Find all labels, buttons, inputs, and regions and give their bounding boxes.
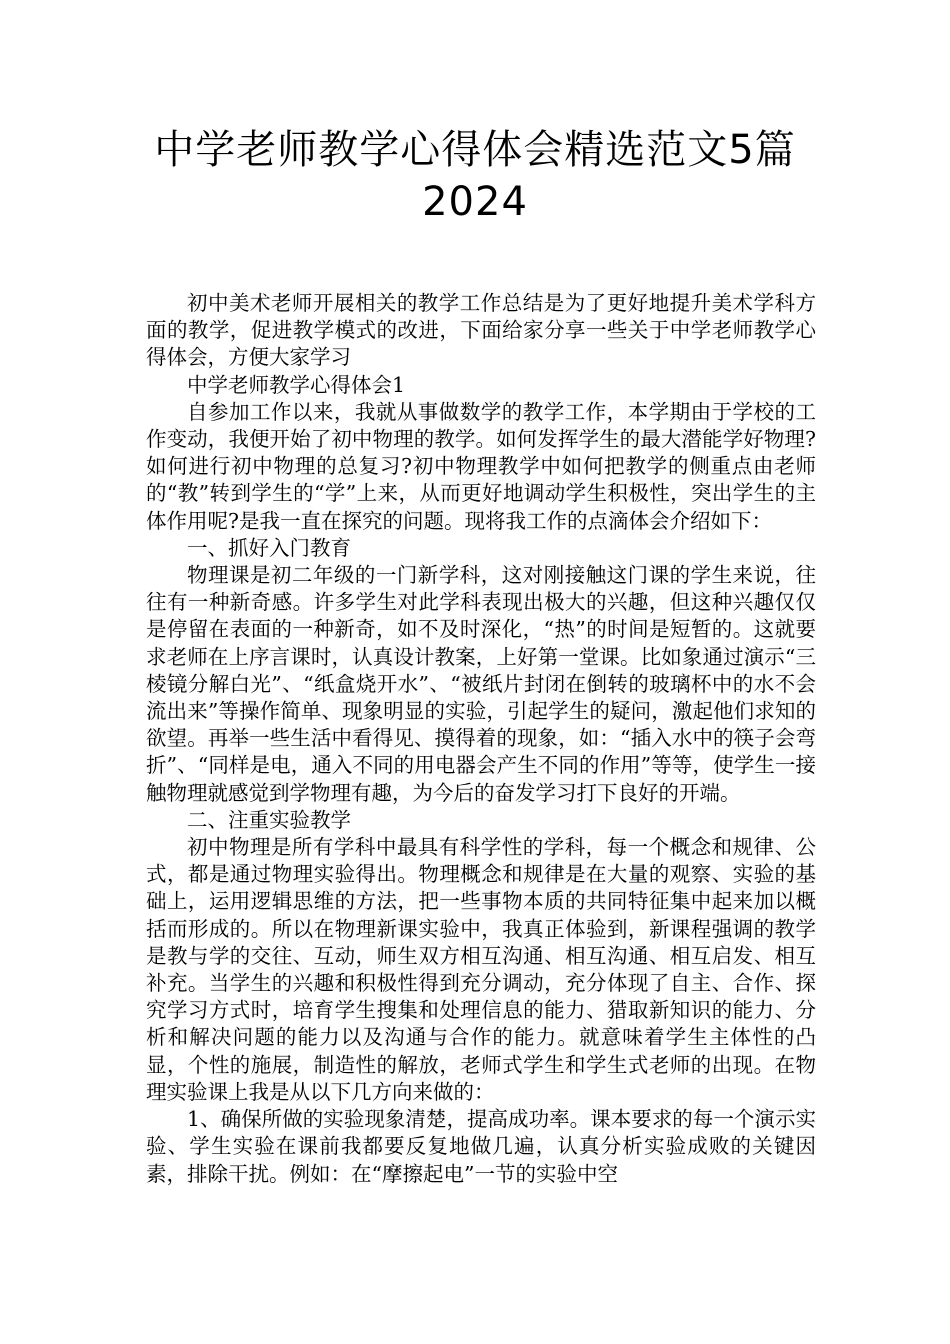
body-paragraph: 自参加工作以来，我就从事做数学的教学工作，本学期由于学校的工作变动，我便开始了初中物理的教学。如何发挥学生的最大潜能学好物理?如何进行初中物理的总复习?初中物理教学中如何把教学的侧重点由老师的“教”转到学生的“学”上来，从而更好地调动学生积极性，突出学生的主体作用呢?是我一直在探究的问题。现将我工作的点滴体会介绍如下： <box>146 399 816 533</box>
title-line-2: 2024 <box>422 179 528 225</box>
section-heading: 中学老师教学心得体会1 <box>187 372 406 397</box>
title-line-1: 中学老师教学心得体会精选范文5篇 <box>154 127 796 173</box>
body-paragraph: 1、确保所做的实验现象清楚，提高成功率。课本要求的每一个演示实验、学生实验在课前我都要反复地做几遍，认真分析实验成败的关键因素，排除干扰。例如：在“摩擦起电”一节的实验中空 <box>146 1107 816 1186</box>
body-paragraph: 物理课是初二年级的一门新学科，这对刚接触这门课的学生来说，往往有一种新奇感。许多学生对此学科表现出极大的兴趣，但这种兴趣仅仅是停留在表面的一种新奇，如不及时深化，“热”的时间是短暂的。这就要求老师在上序言课时，认真设计教案，上好第一堂课。比如象通过演示“三棱镜分解白光”、“纸盒烧开水”、“被纸片封闭在倒转的玻璃杯中的水不会流出来”等操作简单、现象明显的实验，引起学生的疑问，激起他们求知的欲望。再举一些生活中看得见、摸得着的现象，如：“插入水中的筷子会弯折”、“同样是电，通入不同的用电器会产生不同的作用”等等，使学生一接触物理就感觉到学物理有趣，为今后的奋发学习打下良好的开端。 <box>146 563 816 805</box>
document-body <box>146 290 816 1188</box>
body-paragraph: 初中物理是所有学科中最具有科学性的学科，每一个概念和规律、公式，都是通过物理实验得出。物理概念和规律是在大量的观察、实验的基础上，运用逻辑思维的方法，把一些事物本质的共同特征集中起来加以概括而形成的。所以在物理新课实验中，我真正体验到，新课程强调的教学是教与学的交往、互动，师生双方相互沟通、相互沟通、相互启发、相互补充。当学生的兴趣和积极性得到充分调动，充分体现了自主、合作、探究学习方式时，培育学生搜集和处理信息的能力、猎取新知识的能力、分析和解决问题的能力以及沟通与合作的能力。就意味着学生主体性的凸显，个性的施展，制造性的解放，老师式学生和学生式老师的出现。在物理实验课上我是从以下几方向来做的： <box>146 835 816 1104</box>
subsection-heading: 一、抓好入门教育 <box>187 535 351 560</box>
subsection-heading: 二、注重实验教学 <box>187 807 351 832</box>
document-title <box>0 124 950 228</box>
intro-paragraph: 初中美术老师开展相关的教学工作总结是为了更好地提升美术学科方面的教学，促进教学模式的改进，下面给家分享一些关于中学老师教学心得体会，方便大家学习 <box>146 291 816 370</box>
